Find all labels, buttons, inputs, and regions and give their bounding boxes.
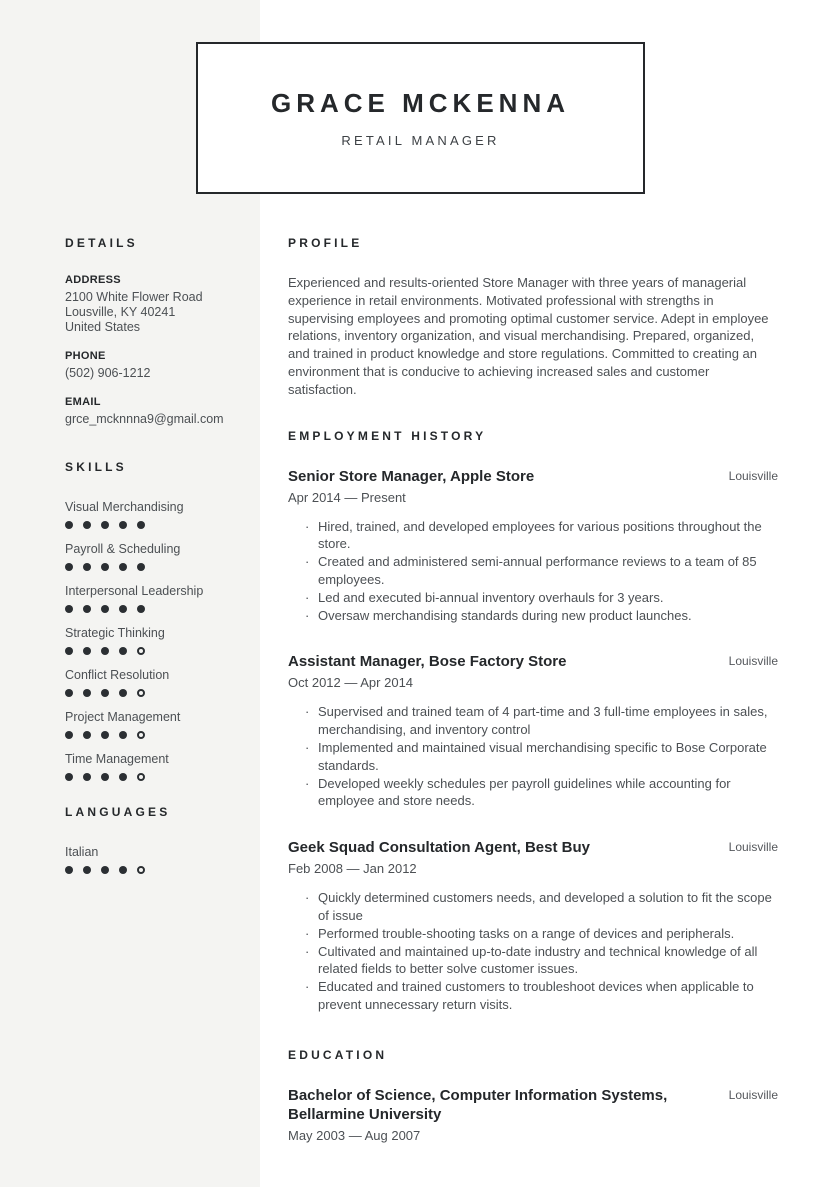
address-line: United States: [65, 320, 141, 334]
rating-name: Italian: [65, 845, 99, 859]
rating-dot-empty: [137, 647, 145, 655]
rating-dot-filled: [65, 521, 73, 529]
entry-bullet: · Cultivated and maintained up-to-date industry and technical knowledge of all related fields to better solve customer issues.: [288, 943, 778, 979]
entry-bullets: [288, 518, 778, 625]
rating-dots: [65, 647, 225, 655]
skills-section: [65, 460, 225, 781]
rating-dots: [65, 605, 225, 613]
details-section: [65, 236, 225, 427]
entry-bullet: · Quickly determined customers needs, and developed a solution to fit the scope of issue: [288, 889, 778, 925]
rating-item: [65, 668, 225, 697]
entry-bullet: · Performed trouble-shooting tasks on a range of devices and peripherals.: [288, 925, 778, 943]
rating-dot-filled: [119, 605, 127, 613]
rating-dot-filled: [83, 647, 91, 655]
rating-dot-filled: [65, 866, 73, 874]
rating-dots: [65, 731, 225, 739]
rating-item: [65, 710, 225, 739]
languages-heading: LANGUAGES: [65, 805, 171, 819]
phone-value: (502) 906-1212: [65, 366, 151, 380]
rating-name: Project Management: [65, 710, 181, 724]
rating-item: [65, 626, 225, 655]
jobs-list: [288, 467, 778, 1014]
rating-dot-empty: [137, 731, 145, 739]
rating-dot-filled: [119, 866, 127, 874]
employment-history-section: [288, 429, 778, 1014]
email-label: EMAIL: [65, 396, 101, 408]
skills-list: [65, 500, 225, 781]
entry-title: Bachelor of Science, Computer Information Systems, Bellarmine University: [288, 1086, 668, 1123]
rating-dot-filled: [65, 563, 73, 571]
rating-dots: [65, 521, 225, 529]
rating-dot-filled: [65, 605, 73, 613]
entry-location: Louisville: [728, 1087, 778, 1102]
rating-dot-filled: [65, 647, 73, 655]
entry-dates: Oct 2012 — Apr 2014: [288, 675, 414, 691]
rating-name: Conflict Resolution: [65, 668, 170, 682]
rating-dot-empty: [137, 689, 145, 697]
email-group: [65, 396, 225, 427]
rating-dot-empty: [137, 773, 145, 781]
sidebar: [65, 236, 225, 887]
rating-name: Strategic Thinking: [65, 626, 165, 640]
rating-item: [65, 542, 225, 571]
entry-bullets: [288, 889, 778, 1014]
rating-name: Payroll & Scheduling: [65, 542, 181, 556]
entry-bullet: · Led and executed bi-annual inventory overhauls for 3 years.: [288, 589, 778, 607]
rating-dot-filled: [83, 866, 91, 874]
rating-dots: [65, 563, 225, 571]
entry-title: Senior Store Manager, Apple Store: [288, 467, 535, 485]
entry-bullet: · Created and administered semi-annual performance reviews to a team of 85 employees.: [288, 553, 778, 589]
rating-dot-filled: [119, 563, 127, 571]
rating-dots: [65, 689, 225, 697]
rating-dot-filled: [101, 605, 109, 613]
education-heading: EDUCATION: [288, 1047, 388, 1062]
rating-dot-filled: [137, 563, 145, 571]
rating-item: [65, 845, 225, 874]
main-content: [288, 236, 778, 1143]
rating-dot-filled: [119, 731, 127, 739]
rating-dot-filled: [83, 773, 91, 781]
entry-bullet: · Oversaw merchandising standards during new product launches.: [288, 607, 778, 625]
rating-dot-filled: [101, 773, 109, 781]
details-heading: DETAILS: [65, 236, 138, 250]
entry-location: Louisville: [728, 654, 778, 669]
rating-dot-filled: [101, 647, 109, 655]
skills-heading: SKILLS: [65, 460, 127, 474]
phone-group: [65, 350, 225, 381]
profile-heading: PROFILE: [288, 236, 363, 250]
rating-name: Interpersonal Leadership: [65, 584, 204, 598]
rating-dot-filled: [137, 521, 145, 529]
rating-dot-filled: [101, 866, 109, 874]
rating-dot-filled: [65, 773, 73, 781]
header-box: [196, 42, 645, 194]
education-list: [288, 1086, 778, 1143]
rating-dot-filled: [137, 605, 145, 613]
rating-dot-filled: [101, 689, 109, 697]
entry-bullet: · Educated and trained customers to troubleshoot devices when applicable to prevent unnecessary return visits.: [288, 978, 778, 1014]
rating-dot-filled: [119, 647, 127, 655]
history-entry: [288, 652, 778, 810]
phone-label: PHONE: [65, 350, 106, 362]
profile-text: Experienced and results-oriented Store Manager with three years of managerial experience in retail environments. Motivated professional with strengths in supervising employees and promoting optimal customer service. Adept in employee relations, inventory organization, and visual merchandising. Prepared, organized, and trained in product knowledge and store regulations. Committed to creating an environment that is conducive to achieving increased sales and customer satisfaction.: [288, 275, 769, 397]
entry-dates: Apr 2014 — Present: [288, 489, 406, 505]
rating-dot-filled: [65, 731, 73, 739]
entry-head: [288, 467, 778, 486]
rating-dot-filled: [101, 521, 109, 529]
rating-dot-filled: [119, 689, 127, 697]
rating-item: [65, 584, 225, 613]
address-group: [65, 274, 225, 335]
rating-dots: [65, 773, 225, 781]
rating-dot-filled: [83, 689, 91, 697]
rating-dot-filled: [65, 689, 73, 697]
address-label: ADDRESS: [65, 274, 121, 286]
languages-list: [65, 845, 225, 874]
history-entry: [288, 1086, 778, 1143]
rating-dots: [65, 866, 225, 874]
entry-bullet: · Implemented and maintained visual merchandising specific to Bose Corporate standards.: [288, 739, 778, 775]
entry-title: Assistant Manager, Bose Factory Store: [288, 653, 567, 671]
entry-bullet: · Hired, trained, and developed employees for various positions throughout the store.: [288, 518, 778, 554]
rating-dot-filled: [119, 521, 127, 529]
entry-title: Geek Squad Consultation Agent, Best Buy: [288, 839, 590, 857]
entry-head: [288, 652, 778, 671]
entry-dates: Feb 2008 — Jan 2012: [288, 861, 417, 877]
history-entry: [288, 838, 778, 1014]
entry-bullet: · Developed weekly schedules per payroll guidelines while accounting for employee and store needs.: [288, 775, 778, 811]
address-line: 2100 White Flower Road: [65, 290, 203, 304]
history-entry: [288, 467, 778, 625]
rating-name: Time Management: [65, 752, 169, 766]
entry-bullet: · Supervised and trained team of 4 part-time and 3 full-time employees in sales, merchandising, and inventory control: [288, 703, 778, 739]
rating-dot-filled: [101, 563, 109, 571]
address-line: Lousville, KY 40241: [65, 305, 176, 319]
person-name: GRACE MCKENNA: [271, 88, 570, 118]
entry-head: [288, 838, 778, 857]
profile-section: [288, 236, 778, 399]
rating-dot-empty: [137, 866, 145, 874]
entry-location: Louisville: [728, 468, 778, 483]
rating-dot-filled: [83, 731, 91, 739]
rating-dot-filled: [101, 731, 109, 739]
rating-item: [65, 500, 225, 529]
rating-item: [65, 752, 225, 781]
email-value: grce_mcknnna9@gmail.com: [65, 412, 224, 426]
entry-head: [288, 1086, 778, 1124]
rating-dot-filled: [119, 773, 127, 781]
rating-dot-filled: [83, 605, 91, 613]
languages-section: [65, 805, 225, 874]
rating-dot-filled: [83, 521, 91, 529]
education-section: [288, 1048, 778, 1143]
entry-dates: May 2003 — Aug 2007: [288, 1127, 421, 1143]
rating-name: Visual Merchandising: [65, 500, 184, 514]
employment-history-heading: EMPLOYMENT HISTORY: [288, 428, 487, 443]
rating-dot-filled: [83, 563, 91, 571]
entry-location: Louisville: [728, 840, 778, 855]
person-title: RETAIL MANAGER: [341, 133, 500, 148]
entry-bullets: [288, 703, 778, 810]
